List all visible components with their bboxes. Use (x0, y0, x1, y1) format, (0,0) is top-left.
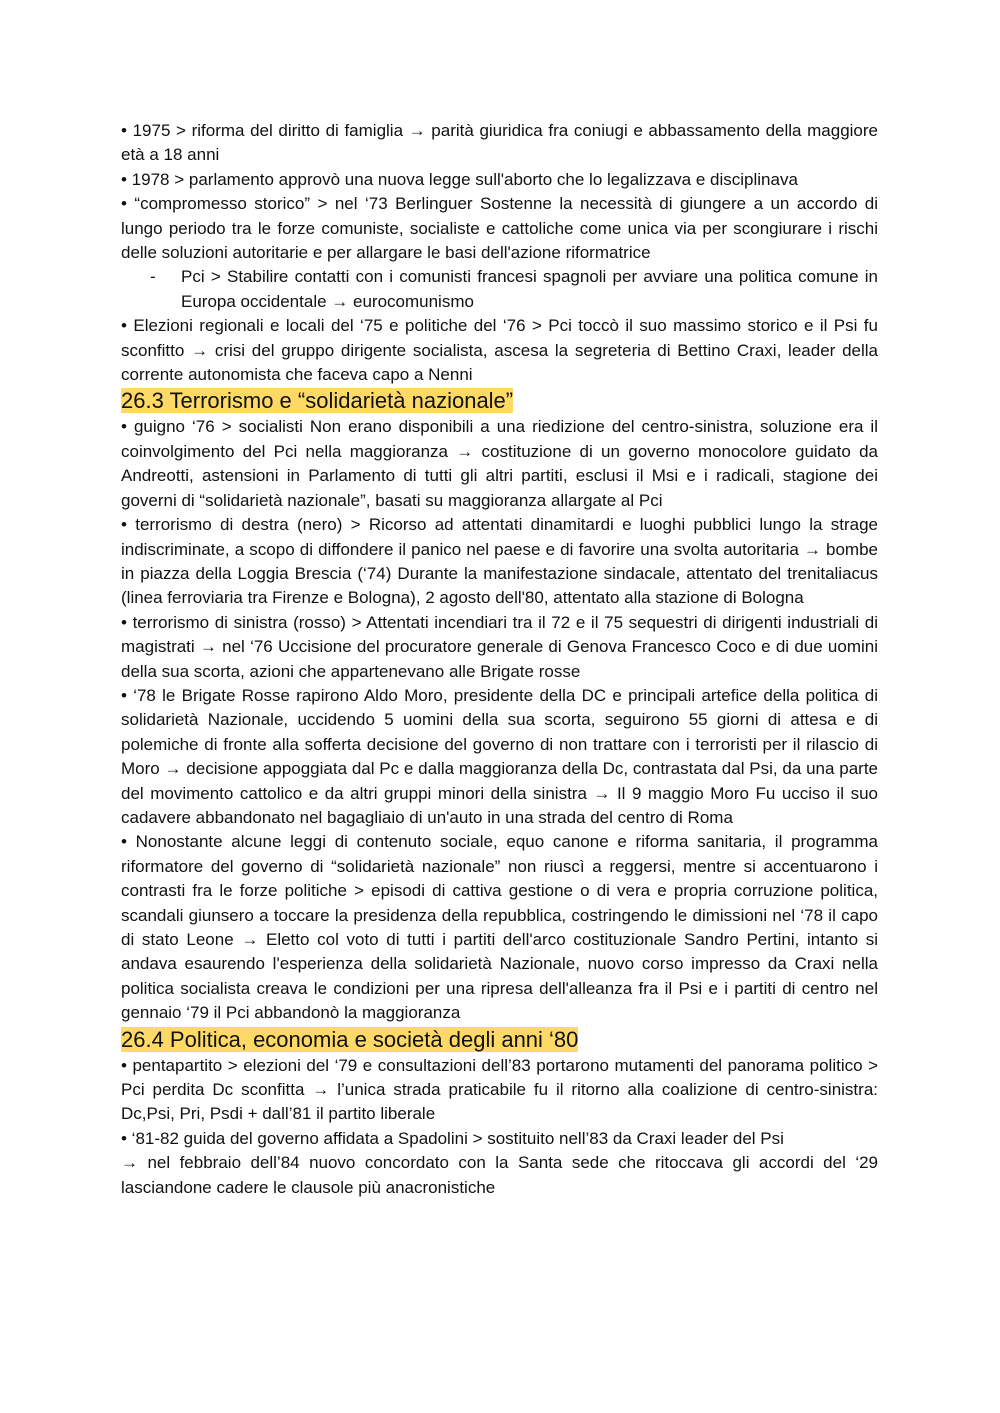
section-heading-26-4 (121, 1027, 878, 1053)
paragraph-spadolini-craxi: • ‘81-82 guida del governo affidata a Spadolini > sostituito nell’83 da Craxi leader del Psi (121, 1128, 784, 1148)
paragraph-terrorismo-sinistra: • terrorismo di sinistra (rosso) > Attentati incendiari tra il 72 e il 75 sequestri di dirigenti industriali di magistrati → nel ‘76 Uccisione del procuratore generale di Genova Francesco Coco e di due uomini della sua scorta, azioni che appartenevano alle Brigate rosse (121, 612, 878, 681)
paragraph-terrorismo-destra: • terrorismo di destra (nero) > Ricorso ad attentati dinamitardi e luoghi pubblici lungo la strage indiscriminate, a scopo di diffondere il panico nel paese e di favorire una svolta autoritaria → bombe in piazza della Loggia Brescia (‘74) Durante la manifestazione sindacale, attentato del trenitaliacus (linea ferroviaria tra Firenze e Bologna), 2 agosto dell'80, attentato alla stazione di Bologna (121, 515, 878, 608)
paragraph-riforma-famiglia: • 1975 > riforma del diritto di famiglia → parità giuridica fra coniugi e abbassamento della maggiore età a 18 anni (121, 121, 878, 165)
sub-item-text: Pci > Stabilire contatti con i comunisti francesi spagnoli per avviare una politica comune in Europa occidentale → eurocomunismo (181, 267, 878, 311)
paragraph-legge-aborto: • 1978 > parlamento approvò una nuova legge sull'aborto che lo legalizzava e disciplinava (121, 169, 798, 189)
paragraph-concordato: → nel febbraio dell’84 nuovo concordato con la Santa sede che ritoccava gli accordi del ‘29 lasciandone cadere le clausole più anacronistiche (121, 1153, 878, 1197)
heading-highlight: 26.4 Politica, economia e società degli anni ‘80 (121, 1026, 579, 1052)
document-page (121, 119, 878, 1200)
paragraph-elezioni-75-76: • Elezioni regionali e locali del ‘75 e politiche del ‘76 > Pci toccò il suo massimo storico e il Psi fu sconfitto → crisi del gruppo dirigente socialista, ascesa la segreteria di Bettino Craxi, leader della corrente autonomista che faceva capo a Nenni (121, 316, 878, 385)
paragraph-rapimento-moro: • ‘78 le Brigate Rosse rapirono Aldo Moro, presidente della DC e principali artefice della politica di solidarietà Nazionale, uccidendo 5 uomini della sua scorta, seguirono 55 giorni di attesa e di polemiche di fronte alla sofferta decisione del governo di non trattare con i terroristi per il rilascio di Moro → decisione appoggiata dal Pc e dalla maggioranza della Dc, contrastata dal Psi, da una parte del movimento cattolico e da altri gruppi minori della sinistra → Il 9 maggio Moro Fu ucciso il suo cadavere abbandonato nel bagagliaio di un'auto in una strada del centro di Roma (121, 685, 878, 827)
section-heading-26-3 (121, 388, 878, 414)
paragraph-compromesso-storico: • “compromesso storico” > nel ‘73 Berlinguer Sostenne la necessità di giungere a un accordo di lungo periodo tra le forze comuniste, socialiste e cattoliche come unica via per scongiurare i rischi delle soluzioni autoritarie e per allargare le basi dell'azione riformatrice (121, 194, 878, 263)
paragraph-giugno-76: • guigno ‘76 > socialisti Non erano disponibili a una riedizione del centro-sinistra, soluzione era il coinvolgimento del Pci nella maggioranza → costituzione di un governo monocolore guidato da Andreotti, astensioni in Parlamento di tutti gli altri partiti, esclusi il Msi e i radicali, stagione dei governi di “solidarietà nazionale”, basati su maggioranza allargate al Pci (121, 417, 878, 510)
sub-item-eurocomunismo (150, 265, 878, 314)
paragraph-pentapartito: • pentapartito > elezioni del ‘79 e consultazioni dell’83 portarono mutamenti del panorama politico > Pci perdita Dc sconfitta → l’unica strada praticabile fu il ritorno alla coalizione di centro-sinistra: Dc,Psi, Pri, Psdi + dall’81 il partito liberale (121, 1055, 878, 1124)
paragraph-fine-solidarieta: • Nonostante alcune leggi di contenuto sociale, equo canone e riforma sanitaria, il programma riformatore del governo di “solidarietà nazionale” non riuscì a reggersi, mentre si accentuarono i contrasti fra le forze politiche > episodi di cattiva gestione o di vera e propria corruzione politica, scandali giunsero a toccare la presidenza della repubblica, costringendo le dimissioni nel ‘78 il capo di stato Leone → Eletto col voto di tutti i partiti dell'arco costituzionale Sandro Pertini, intanto si andava esaurendo l'esperienza della solidarietà Nazionale, nuovo corso impresso da Craxi nella politica socialista creava le condizioni per una ripresa dell'alleanza fra il Psi e i partiti di centro nel gennaio ‘79 il Pci abbandonò la maggioranza (121, 832, 878, 1023)
dash-bullet: - (150, 267, 156, 287)
heading-highlight: 26.3 Terrorismo e “solidarietà nazionale” (121, 388, 514, 414)
